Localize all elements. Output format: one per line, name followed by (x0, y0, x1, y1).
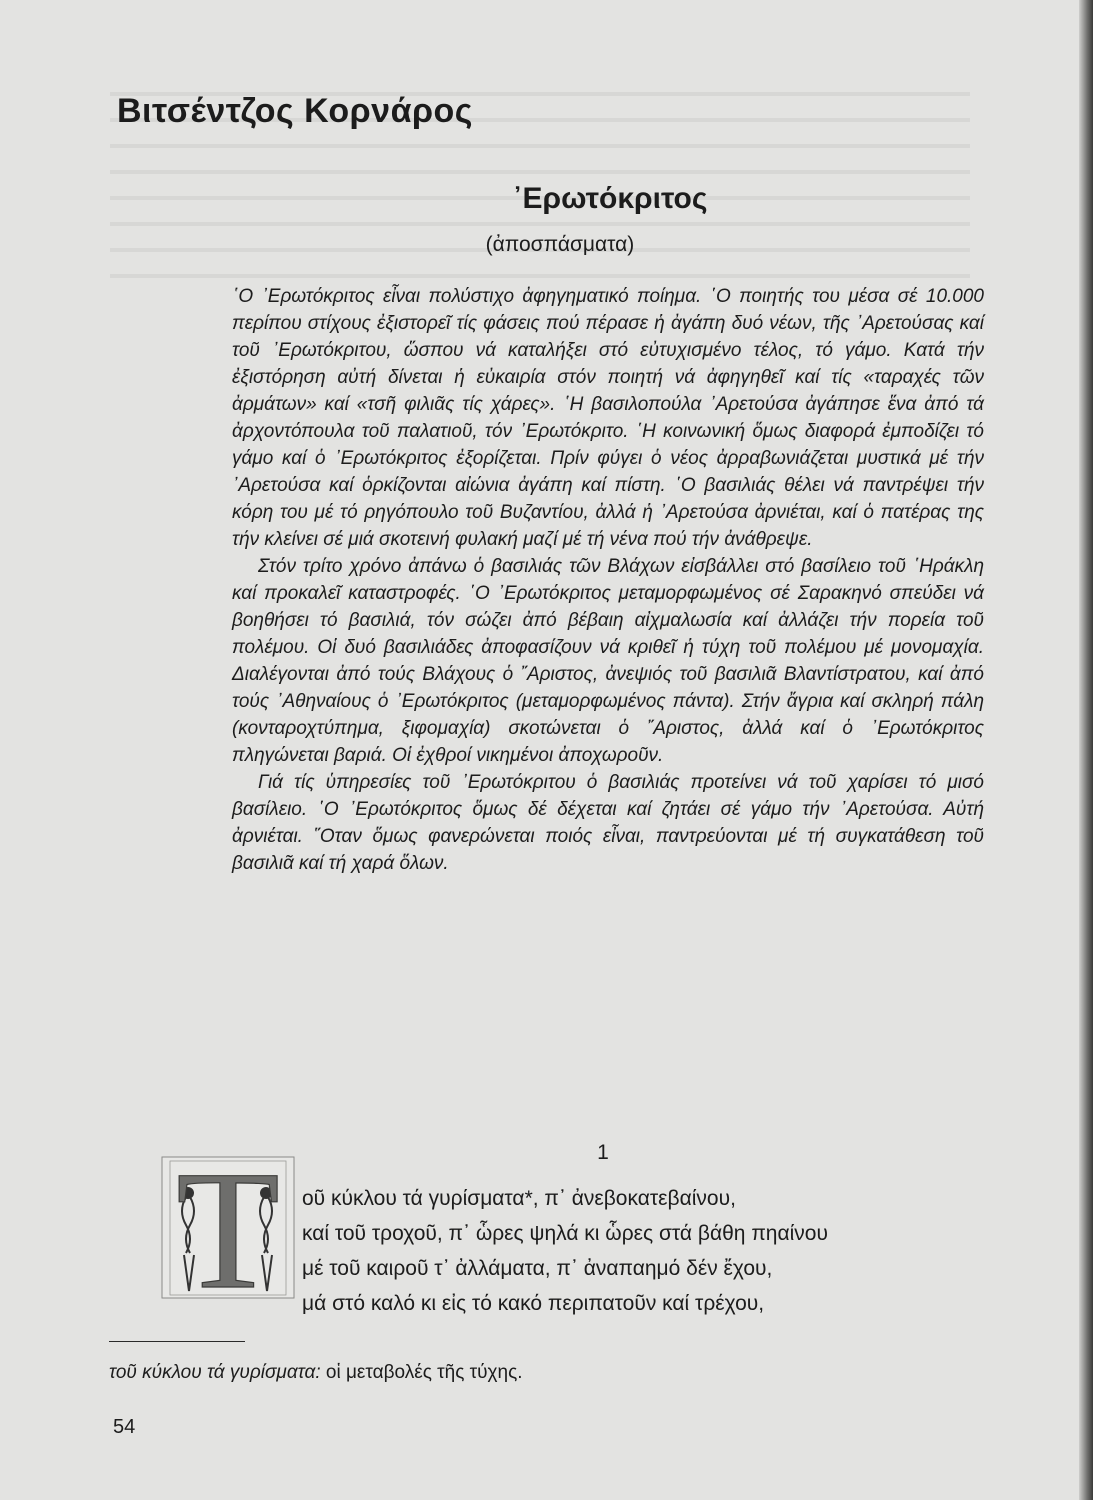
author-name: Βιτσέντζος Κορνάρος (117, 92, 473, 130)
work-title: ᾿Ερωτόκριτος (512, 182, 708, 215)
footnote-term: τοῦ κύκλου τά γυρίσματα: (109, 1362, 321, 1383)
dropcap-letter: Τ (176, 1155, 280, 1300)
page-number: 54 (113, 1416, 136, 1438)
summary-paragraph: Στόν τρίτο χρόνο ἀπάνω ὁ βασιλιάς τῶν Βλάχων εἰσβάλλει στό βασίλειο τοῦ ῾Ηράκλη καί προκαλεῖ καταστροφές. ῾Ο ᾿Ερωτόκριτος μεταμορφωμένος σέ Σαρακηνό σπεύδει νά βοηθήσει τό βασιλιά, τόν σώζει ἀπό βέβαιη αἰχμαλωσία καί ἀλλάζει τήν πορεία τοῦ πολέμου. Οἱ δυό βασιλιάδες ἀποφασίζουν νά κριθεῖ ἡ τύχη τοῦ πολέμου μέ μονομαχία. Διαλέγονται ἀπό τούς Βλάχους ὁ ῎Αριστος, ἀνεψιός τοῦ βασιλιᾶ Βλαντίστρατου, καί ἀπό τούς ᾿Αθηναίους ὁ ᾿Ερωτόκριτος (μεταμορφωμένος πάντα). Στήν ἄγρια καί σκληρή πάλη (κονταροχτύπημα, ξιφομαχία) σκοτώνεται ὁ ῎Αριστος, ἀλλά καί ὁ ᾿Ερωτόκριτος πληγώνεται βαριά. Οἱ ἐχθροί νικημένοι ἀποχωροῦν. (232, 556, 984, 766)
verse-line: καί τοῦ τροχοῦ, π᾿ ὧρες ψηλά κι ὧρες στά βάθη πηαίνου (302, 1222, 828, 1245)
footnote-divider (109, 1341, 245, 1342)
verse-line: οῦ κύκλου τά γυρίσματα*, π᾿ ἀνεβοκατεβαίνου, (302, 1187, 736, 1210)
page-edge-shadow (1079, 0, 1093, 1500)
summary-text (232, 283, 984, 877)
work-subtitle: (ἀποσπάσματα) (485, 233, 635, 256)
verse-line: μέ τοῦ καιροῦ τ᾿ ἀλλάματα, π᾿ ἀναπαημό δέν ἔχου, (302, 1257, 773, 1280)
footnote (109, 1362, 523, 1384)
ornamental-dropcap-letter (160, 1155, 296, 1300)
footnote-definition: οἱ μεταβολές τῆς τύχης. (325, 1362, 523, 1383)
excerpt-number: 1 (597, 1141, 609, 1164)
summary-paragraph: Γιά τίς ὑπηρεσίες τοῦ ᾿Ερωτόκριτου ὁ βασιλιάς προτείνει νά τοῦ χαρίσει τό μισό βασίλειο. ῾Ο ᾿Ερωτόκριτος ὅμως δέ δέχεται καί ζητάει σέ γάμο τήν ᾿Αρετούσα. Αὐτή ἀρνιέται. ῞Οταν ὅμως φανερώνεται ποιός εἶναι, παντρεύονται μέ τή συγκατάθεση τοῦ βασιλιᾶ καί τή χαρά ὅλων. (232, 772, 984, 874)
poem-excerpt (302, 1181, 828, 1321)
verse-line: μά στό καλό κι εἰς τό κακό περιπατοῦν καί τρέχου, (302, 1292, 765, 1315)
summary-paragraph: ῾Ο ᾿Ερωτόκριτος εἶναι πολύστιχο ἀφηγηματικό ποίημα. ῾Ο ποιητής του μέσα σέ 10.000 περίπου στίχους ἐξιστορεῖ τίς φάσεις πού πέρασε ἡ ἀγάπη δυό νέων, τῆς ᾿Αρετούσας καί τοῦ ᾿Ερωτόκριτου, ὥσπου νά καταλήξει στό εὐτυχισμένο τέλος, τό γάμο. Κατά τήν ἐξιστόρηση αὐτή δίνεται ἡ εὐκαιρία στόν ποιητή νά ἀφηγηθεῖ καί τίς «ταραχές τῶν ἀρμάτων» καί «τσῆ φιλιᾶς τίς χάρες». ῾Η βασιλοπούλα ᾿Αρετούσα ἀγάπησε ἕνα ἀπό τά ἀρχοντόπουλα τοῦ παλατιοῦ, τόν ᾿Ερωτόκριτο. ῾Η κοινωνική ὅμως διαφορά ἐμποδίζει τό γάμο καί ὁ ᾿Ερωτόκριτος ἐξορίζεται. Πρίν φύγει ὁ νέος ἀρραβωνιάζεται μυστικά μέ τήν ᾿Αρετούσα καί ὁρκίζονται αἰώνια ἀγάπη καί πίστη. ῾Ο βασιλιάς θέλει νά παντρέψει τήν κόρη του μέ τό ρηγόπουλο τοῦ Βυζαντίου, ἀλλά ἡ ᾿Αρετούσα ἀρνιέται, καί ὁ πατέρας της τήν κλείνει σέ μιά σκοτεινή φυλακή μαζί μέ τή νένα πού τήν ἀνάθρεψε. (232, 286, 984, 550)
